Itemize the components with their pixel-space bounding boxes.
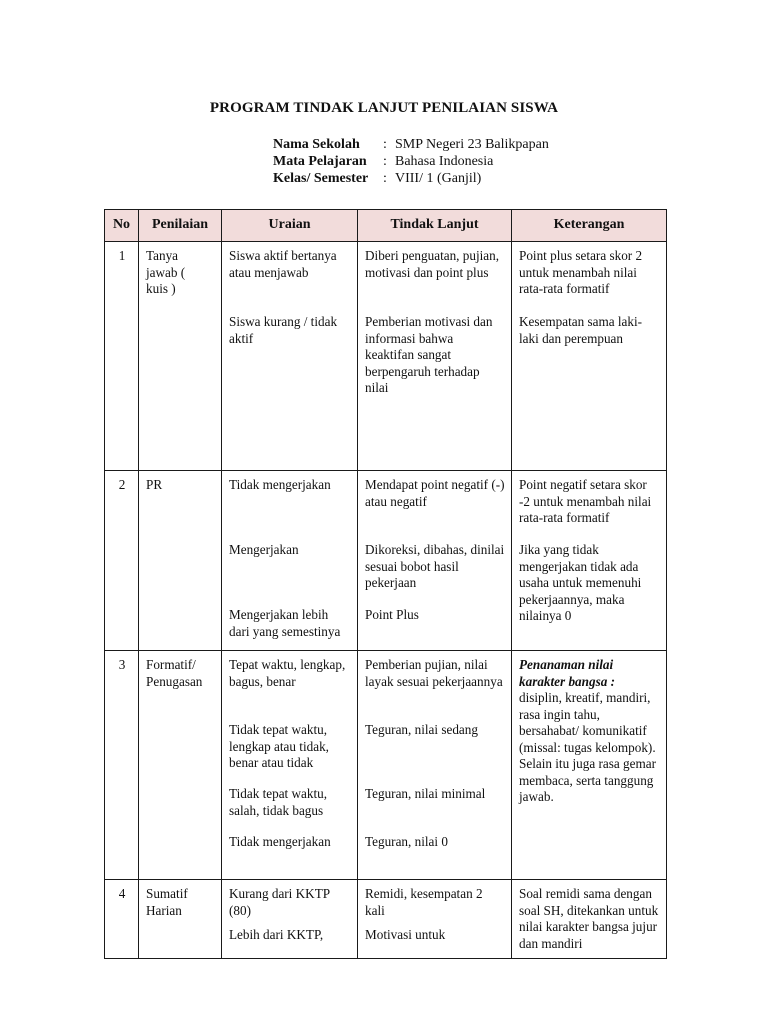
keterangan-entry: Point negatif setara skor -2 untuk menambah nilai rata-rata formatif [519, 477, 652, 525]
keterangan-entry [519, 657, 660, 756]
info-value: VIII/ 1 (Ganjil) [395, 171, 482, 186]
penilaian-text: PR [146, 477, 163, 492]
penilaian-cell [139, 880, 222, 959]
penilaian-cell [139, 242, 222, 471]
penilaian-cell [139, 471, 222, 651]
tindak-lanjut-cell [358, 651, 512, 880]
header-penilaian: Penilaian [139, 210, 222, 242]
penilaian-text: Tanya jawab ( kuis ) [146, 248, 186, 296]
uraian-entry: Tidak tepat waktu, salah, tidak bagus [229, 786, 328, 818]
info-separator: : [383, 137, 387, 152]
uraian-entry: Mengerjakan lebih dari yang semestinya [229, 607, 341, 639]
keterangan-entry: Soal remidi sama dengan soal SH, ditekankan untuk nilai karakter bangsa jujur dan mandiri [519, 886, 659, 951]
info-row-school [273, 136, 549, 153]
tindak-lanjut-entry: Point Plus [365, 607, 419, 622]
tindak-lanjut-entry: Mendapat point negatif (-) atau negatif [365, 477, 505, 509]
uraian-entry: Tepat waktu, lengkap, bagus, benar [229, 657, 346, 689]
row-number: 3 [105, 651, 139, 880]
uraian-cell [222, 880, 358, 959]
keterangan-cell [512, 880, 667, 959]
uraian-cell [222, 471, 358, 651]
uraian-entry: Mengerjakan [229, 542, 299, 557]
header-uraian: Uraian [222, 210, 358, 242]
info-row-class [273, 170, 549, 187]
tindak-lanjut-entry: Motivasi untuk [365, 927, 446, 942]
penilaian-text: Formatif/ Penugasan [146, 657, 203, 689]
character-values-heading: Penanaman nilai karakter bangsa : [519, 657, 615, 689]
info-separator: : [383, 171, 387, 186]
tindak-lanjut-entry: Dikoreksi, dibahas, dinilai sesuai bobot hasil pekerjaan [365, 542, 505, 590]
info-value: Bahasa Indonesia [395, 154, 494, 169]
tindak-lanjut-entry: Diberi penguatan, pujian, motivasi dan point plus [365, 248, 500, 280]
info-label: Nama Sekolah [273, 137, 360, 152]
row-number: 2 [105, 471, 139, 651]
info-separator: : [383, 154, 387, 169]
keterangan-cell [512, 471, 667, 651]
tindak-lanjut-cell [358, 880, 512, 959]
header-tindak-lanjut: Tindak Lanjut [358, 210, 512, 242]
table-row [105, 471, 667, 651]
tindak-lanjut-entry: Teguran, nilai 0 [365, 834, 448, 849]
table-row [105, 880, 667, 959]
info-label: Kelas/ Semester [273, 171, 369, 186]
follow-up-table [104, 209, 667, 959]
tindak-lanjut-cell [358, 242, 512, 471]
uraian-entry: Siswa aktif bertanya atau menjawab [229, 248, 337, 280]
tindak-lanjut-entry: Teguran, nilai minimal [365, 786, 486, 801]
penilaian-cell [139, 651, 222, 880]
info-row-subject [273, 153, 549, 170]
info-value: SMP Negeri 23 Balikpapan [395, 137, 549, 152]
table-header-row [105, 210, 667, 242]
row-number: 4 [105, 880, 139, 959]
uraian-entry: Siswa kurang / tidak aktif [229, 314, 338, 346]
uraian-entry: Kurang dari KKTP (80) [229, 886, 330, 918]
keterangan-entry: Kesempatan sama laki-laki dan perempuan [519, 314, 643, 346]
penilaian-text: Sumatif Harian [146, 886, 188, 918]
table-row [105, 651, 667, 880]
document-title: PROGRAM TINDAK LANJUT PENILAIAN SISWA [209, 100, 559, 116]
uraian-entry: Tidak mengerjakan [229, 834, 331, 849]
row-number: 1 [105, 242, 139, 471]
keterangan-entry: Point plus setara skor 2 untuk menambah nilai rata-rata formatif [519, 248, 643, 296]
uraian-entry: Tidak mengerjakan [229, 477, 331, 492]
uraian-cell [222, 242, 358, 471]
keterangan-cell [512, 242, 667, 471]
keterangan-cell [512, 651, 667, 880]
school-info [273, 136, 549, 187]
tindak-lanjut-entry: Pemberian motivasi dan informasi bahwa keaktifan sangat berpengaruh terhadap nilai [365, 314, 493, 395]
uraian-entry: Tidak tepat waktu, lengkap atau tidak, benar atau tidak [229, 722, 329, 770]
tindak-lanjut-entry: Teguran, nilai sedang [365, 722, 478, 737]
table-row [105, 242, 667, 471]
tindak-lanjut-entry: Pemberian pujian, nilai layak sesuai pekerjaannya [365, 657, 503, 689]
tindak-lanjut-cell [358, 471, 512, 651]
tindak-lanjut-entry: Remidi, kesempatan 2 kali [365, 886, 483, 918]
info-label: Mata Pelajaran [273, 154, 367, 169]
uraian-cell [222, 651, 358, 880]
character-values-list: disiplin, kreatif, mandiri, rasa ingin tahu, bersahabat/ komunikatif (missal: tugas kelompok). [519, 690, 656, 755]
keterangan-entry: Selain itu juga rasa gemar membaca, serta tanggung jawab. [519, 756, 656, 804]
header-keterangan: Keterangan [512, 210, 667, 242]
keterangan-entry: Jika yang tidak mengerjakan tidak ada usaha untuk memenuhi pekerjaannya, maka nilainya 0 [519, 542, 642, 623]
header-no: No [105, 210, 139, 242]
uraian-entry: Lebih dari KKTP, [229, 927, 324, 942]
